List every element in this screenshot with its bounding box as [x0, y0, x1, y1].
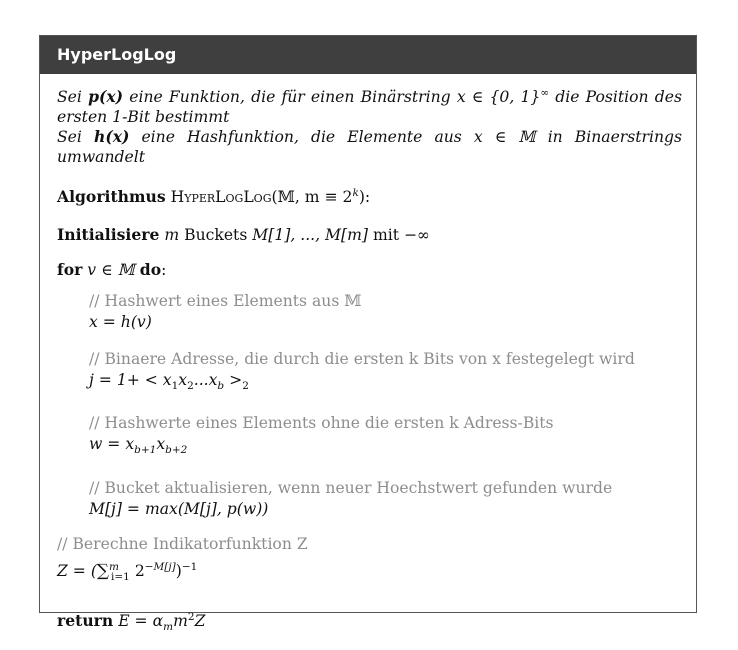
return-expression: $E = \alpha_mm^2Z$ — [118, 610, 206, 634]
algorithm-signature — [57, 183, 682, 208]
return-line — [57, 607, 682, 638]
definition-p-prefix: Sei — [57, 88, 82, 107]
algorithm-body — [40, 74, 696, 638]
definition-h-text: eine Hashfunktion, die Elemente aus — [141, 128, 462, 147]
definition-p-text: eine Funktion, die für einen Binärstring — [129, 88, 451, 107]
comment-hash: // Hashwert eines Elements aus 𝕄 — [89, 292, 362, 311]
algorithm-box — [39, 35, 697, 634]
for-loop-header — [57, 259, 682, 281]
for-keyword: for — [57, 260, 83, 280]
definition-h-domain: x ∈ 𝕄 — [473, 128, 536, 147]
code-hash: x = h(v) — [89, 313, 152, 332]
comment-rest: // Hashwerte eines Elements ohne die ersten k Adress-Bits — [89, 414, 554, 433]
algorithm-name: HyperLogLog — [170, 188, 272, 207]
definitions — [57, 83, 682, 167]
definition-p-domain: x ∈ {0, 1} — [456, 88, 541, 107]
init-line — [57, 224, 682, 246]
loop-body — [57, 291, 682, 519]
function-h-name: h(x) — [93, 127, 130, 147]
step-hash — [89, 291, 682, 333]
init-value: −∞ — [403, 226, 431, 245]
definition-p — [57, 83, 682, 127]
definition-h-prefix: Sei — [57, 128, 82, 147]
code-update: M[j] = max(M[j], p(w)) — [89, 499, 269, 518]
definition-h — [57, 127, 682, 167]
init-m: m — [164, 226, 180, 245]
step-address — [89, 349, 682, 397]
code-indicator: Z = (∑$^m_{i=1}$ $2^{-M[j]})^{-1}$ — [57, 560, 198, 583]
step-update — [89, 478, 682, 520]
init-mit: mit — [372, 226, 399, 245]
code-address: $j = 1+ < x_1x_2...x_b >_2$ — [89, 371, 249, 393]
algorithm-title: HyperLogLog — [40, 36, 696, 74]
algorithm-params: (𝕄, m ≡ 2 — [271, 188, 353, 207]
return-keyword: return — [57, 611, 114, 631]
definition-p-text-end: die Position des ersten 1-Bit bestimmt — [57, 88, 682, 127]
code-rest: $w = x_{b+1}x_{b+2}$ — [89, 435, 188, 457]
function-p-name: p(x) — [88, 87, 124, 107]
step-rest — [89, 413, 682, 461]
loop-condition: v ∈ 𝕄 — [87, 261, 135, 280]
definition-p-domain-exp: ∞ — [540, 87, 550, 99]
comment-address: // Binaere Adresse, die durch die ersten k Bits von x festegelegt wird — [89, 350, 635, 369]
init-text: Buckets — [184, 226, 248, 245]
definition-h-text-end: in Binaerstrings umwandelt — [57, 128, 682, 167]
comment-indicator: // Berechne Indikatorfunktion Z — [57, 534, 308, 553]
algorithm-params-exp: k — [352, 187, 359, 200]
do-colon: : — [161, 261, 167, 280]
algorithm-params-end: ): — [358, 188, 371, 207]
do-keyword: do — [139, 260, 162, 280]
init-keyword: Initialisiere — [57, 225, 160, 245]
comment-update: // Bucket aktualisieren, wenn neuer Hoechstwert gefunden wurde — [89, 478, 613, 497]
init-range: M[1], ..., M[m] — [252, 226, 368, 245]
algorithm-keyword: Algorithmus — [57, 187, 166, 207]
